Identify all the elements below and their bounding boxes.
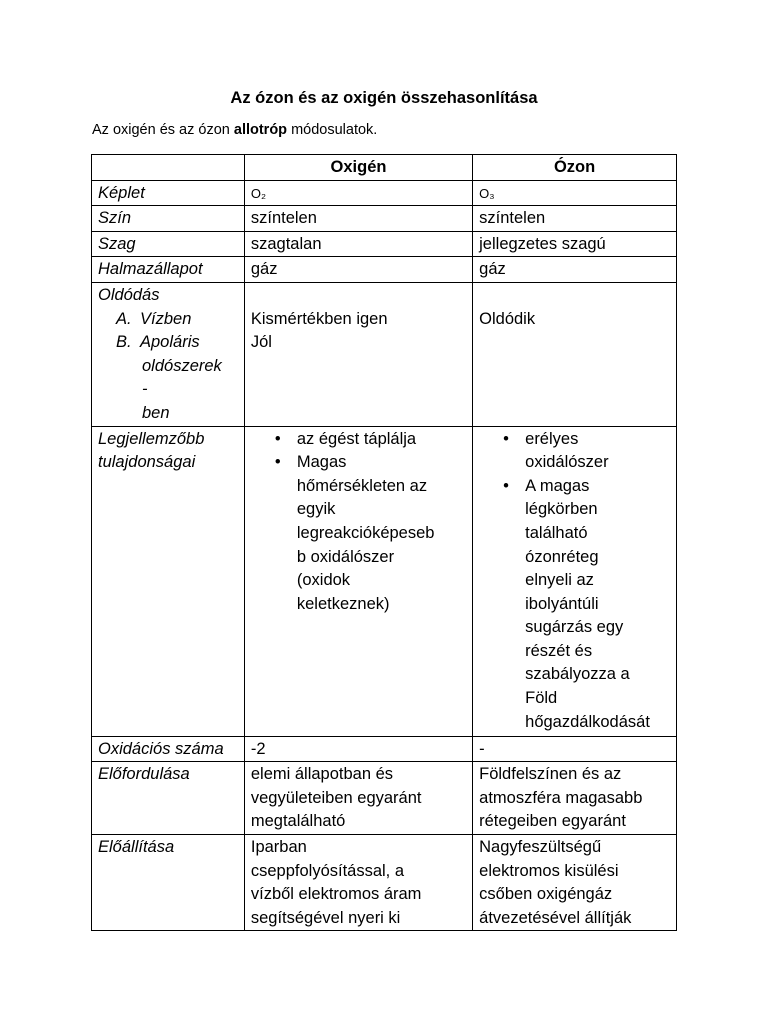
cell-line: Földfelszínen és az	[479, 765, 622, 784]
bullet-line: elnyeli az	[525, 571, 594, 590]
cell-ozon: O₃	[473, 180, 677, 206]
bullet-line: A magas	[525, 476, 590, 495]
header-oxigen: Oxigén	[244, 155, 472, 181]
bullet-line: található	[525, 523, 588, 542]
bullet-line: Magas	[296, 453, 347, 472]
comparison-table	[91, 154, 677, 931]
bullet-icon: •	[503, 429, 509, 448]
cell-ozon	[473, 834, 677, 930]
cell-line: vegyületeiben egyaránt	[250, 788, 422, 807]
label-line: tulajdonságai	[98, 453, 196, 472]
row-label: Oxidációs száma	[92, 736, 245, 762]
cell-line: Nagyfeszültségű	[479, 837, 602, 856]
cell-line: csőben oxigéngáz	[479, 885, 613, 904]
cell-ozon	[473, 762, 677, 835]
header-ozon: Ózon	[473, 155, 677, 181]
bullet-line: Föld	[525, 689, 558, 708]
cell-ozon: színtelen	[473, 206, 677, 232]
cell-line: cseppfolyósítással, a	[250, 861, 405, 880]
row-label: Előfordulása	[92, 762, 245, 835]
table-row	[92, 180, 677, 206]
cell-line: Kismértékben igen	[250, 309, 388, 328]
bullet-line: hőgazdálkodását	[525, 712, 650, 731]
bullet-line: (oxidok	[296, 571, 351, 590]
row-label: Halmazállapot	[92, 257, 245, 283]
table-row	[92, 762, 677, 835]
bullet-list	[479, 428, 670, 735]
table-row	[92, 282, 677, 426]
oldodas-sub-b: B. Apoláris	[116, 333, 200, 352]
oldodas-sub-a: A. Vízben	[116, 309, 192, 328]
bullet-line: legreakcióképeseb	[296, 523, 435, 542]
row-label: Szín	[92, 206, 245, 232]
bullet-line: szabályozza a	[525, 665, 630, 684]
row-label: Képlet	[92, 180, 245, 206]
bullet-line: ibolyántúli	[525, 594, 599, 613]
bullet-icon: •	[503, 476, 509, 495]
page-title: Az ózon és az oxigén összehasonlítása	[230, 89, 538, 107]
table-header-row	[92, 155, 677, 181]
table-row	[92, 257, 677, 283]
table-row	[92, 834, 677, 930]
cell-oxigen: -2	[244, 736, 472, 762]
bullet-line: sugárzás egy	[525, 618, 624, 637]
intro-after: módosulatok.	[287, 122, 378, 138]
oldodas-sub-b-line: ben	[142, 403, 170, 422]
bullet-line: oxidálószer	[525, 453, 609, 472]
cell-oxigen	[244, 426, 472, 736]
bullet-line: egyik	[296, 500, 336, 519]
cell-ozon: -	[473, 736, 677, 762]
table-row	[92, 426, 677, 736]
cell-oxigen	[244, 762, 472, 835]
row-label-oldodas	[92, 282, 245, 426]
cell-line: átvezetésével állítják	[479, 908, 632, 927]
intro-before: Az oxigén és az ózon	[92, 122, 234, 138]
list-item	[251, 428, 466, 452]
oldodas-label: Oldódás	[98, 285, 160, 304]
bullet-line: erélyes	[525, 429, 579, 448]
header-empty	[92, 155, 245, 181]
cell-ozon	[473, 282, 677, 426]
bullet-line: hőmérsékleten az	[296, 476, 428, 495]
cell-oxigen: színtelen	[244, 206, 472, 232]
cell-line: vízből elektromos áram	[250, 885, 422, 904]
cell-oxigen: O₂	[244, 180, 472, 206]
cell-ozon: gáz	[473, 257, 677, 283]
row-label: Szag	[92, 231, 245, 257]
cell-ozon: jellegzetes szagú	[473, 231, 677, 257]
cell-oxigen: gáz	[244, 257, 472, 283]
bullet-line: ózonréteg	[525, 547, 599, 566]
cell-line: elemi állapotban és	[250, 765, 394, 784]
oldodas-sub-b-line: -	[142, 380, 148, 399]
bullet-line: részét és	[525, 641, 593, 660]
table-row	[92, 736, 677, 762]
table-row	[92, 231, 677, 257]
list-item	[251, 451, 466, 616]
cell-line: Jól	[250, 333, 272, 352]
cell-oxigen: szagtalan	[244, 231, 472, 257]
bullet-icon: •	[274, 453, 281, 472]
table-row	[92, 206, 677, 232]
cell-line: elektromos kisülési	[479, 861, 619, 880]
bullet-line: légkörben	[525, 500, 598, 519]
cell-line: megtalálható	[250, 812, 346, 831]
intro-text	[92, 122, 377, 138]
label-line: Legjellemzőbb	[98, 429, 205, 448]
cell-oxigen	[244, 834, 472, 930]
cell-line: Oldódik	[479, 309, 536, 328]
cell-line: segítségével nyeri ki	[250, 908, 401, 927]
bullet-line: az égést táplálja	[296, 429, 417, 448]
cell-line: rétegeiben egyaránt	[479, 812, 626, 831]
list-item	[479, 475, 670, 735]
oldodas-sub-b-line: oldószerek	[142, 356, 222, 375]
bullet-list	[251, 428, 466, 617]
cell-oxigen	[244, 282, 472, 426]
cell-line: atmoszféra magasabb	[479, 788, 643, 807]
cell-ozon	[473, 426, 677, 736]
bullet-line: b oxidálószer	[296, 547, 395, 566]
row-label: Előállítása	[92, 834, 245, 930]
intro-bold-term: allotróp	[233, 122, 288, 138]
cell-line: Iparban	[250, 837, 307, 856]
bullet-line: keletkeznek)	[296, 594, 390, 613]
row-label-tulajdonsag	[92, 426, 245, 736]
bullet-icon: •	[274, 429, 281, 448]
list-item	[479, 428, 670, 475]
